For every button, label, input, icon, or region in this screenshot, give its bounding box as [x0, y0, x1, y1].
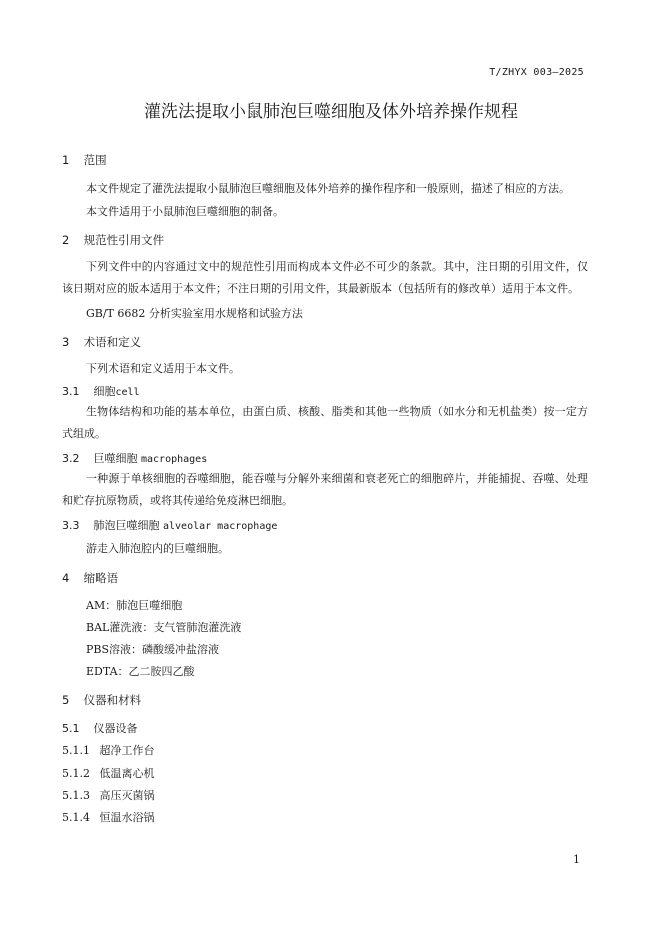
section-heading-normative-references [62, 232, 164, 248]
section-number: 4 [62, 571, 70, 585]
section-title: 术语和定义 [83, 335, 142, 349]
term-definition: 游走入肺泡腔内的巨噬细胞。 [86, 542, 229, 555]
paragraph: 下列文件中的内容通过文中的规范性引用而构成本文件必不可少的条款。其中，注日期的引用文件，仅该日期对应的版本适用于本文件；不注日期的引用文件，其最新版本（包括所有的修改单）适用于本文件。 [62, 260, 588, 295]
equipment-item [62, 742, 155, 758]
subsection-title: 仪器设备 [93, 722, 138, 735]
equipment-item [62, 787, 155, 803]
section-title: 仪器和材料 [83, 693, 142, 707]
term-english: macrophages [141, 454, 208, 465]
abbreviation-item: BAL灌洗液：支气管肺泡灌洗液 [86, 621, 242, 634]
section-heading-scope [62, 152, 107, 168]
item-label: 低温离心机 [99, 767, 155, 780]
abbreviation-item: AM：肺泡巨噬细胞 [86, 599, 183, 612]
section-number: 2 [62, 233, 70, 247]
item-number: 5.1.4 [62, 811, 90, 824]
term-definition: 生物体结构和功能的基本单位，由蛋白质、核酸、脂类和其他一些物质（如水分和无机盐类）按一定方式组成。 [62, 405, 588, 440]
paragraph: 本文件规定了灌洗法提取小鼠肺泡巨噬细胞及体外培养的操作程序和一般原则，描述了相应的方法。 [86, 182, 570, 195]
item-number: 5.1.3 [62, 789, 90, 802]
section-heading-instruments [62, 692, 141, 708]
item-number: 5.1.1 [62, 744, 90, 757]
term-name: 肺泡巨噬细胞 [93, 519, 160, 532]
section-title: 规范性引用文件 [83, 233, 165, 247]
section-title: 缩略语 [83, 571, 119, 585]
term-number: 3.1 [62, 385, 80, 398]
item-label: 恒温水浴锅 [99, 811, 155, 824]
term-heading-cell [62, 383, 140, 399]
document-code: T/ZHYX 003—2025 [489, 67, 584, 78]
section-heading-abbreviations [62, 570, 118, 586]
term-definition: 一种源于单核细胞的吞噬细胞，能吞噬与分解外来细菌和衰老死亡的细胞碎片，并能捕捉、吞噬、处理和贮存抗原物质，或将其传递给免疫淋巴细胞。 [62, 472, 588, 507]
subsection-heading-equipment [62, 720, 138, 736]
equipment-item [62, 765, 155, 781]
paragraph: 下列术语和定义适用于本文件。 [86, 362, 240, 375]
term-number: 3.3 [62, 519, 80, 532]
page-number: 1 [573, 853, 580, 866]
item-number: 5.1.2 [62, 767, 90, 780]
section-heading-terms [62, 334, 141, 350]
item-label: 高压灭菌锅 [99, 789, 155, 802]
section-number: 3 [62, 335, 70, 349]
abbreviation-item: EDTA：乙二胺四乙酸 [86, 665, 195, 678]
term-heading-alveolar-macrophage [62, 517, 277, 533]
term-name: 巨噬细胞 [93, 452, 138, 465]
section-number: 1 [62, 153, 70, 167]
equipment-item [62, 809, 155, 825]
section-number: 5 [62, 693, 70, 707]
term-heading-macrophages [62, 450, 207, 466]
document-title: 灌洗法提取小鼠肺泡巨噬细胞及体外培养操作规程 [144, 102, 518, 122]
abbreviation-item: PBS溶液：磷酸缓冲盐溶液 [86, 643, 220, 656]
subsection-number: 5.1 [62, 722, 80, 735]
term-english: alveolar macrophage [163, 521, 278, 532]
term-number: 3.2 [62, 452, 80, 465]
paragraph: 本文件适用于小鼠肺泡巨噬细胞的制备。 [86, 205, 284, 218]
term-english: cell [115, 387, 140, 398]
reference-item: GB/T 6682 分析实验室用水规格和试验方法 [86, 307, 303, 320]
item-label: 超净工作台 [99, 744, 155, 757]
section-title: 范围 [83, 153, 107, 167]
term-name: 细胞 [93, 385, 116, 398]
